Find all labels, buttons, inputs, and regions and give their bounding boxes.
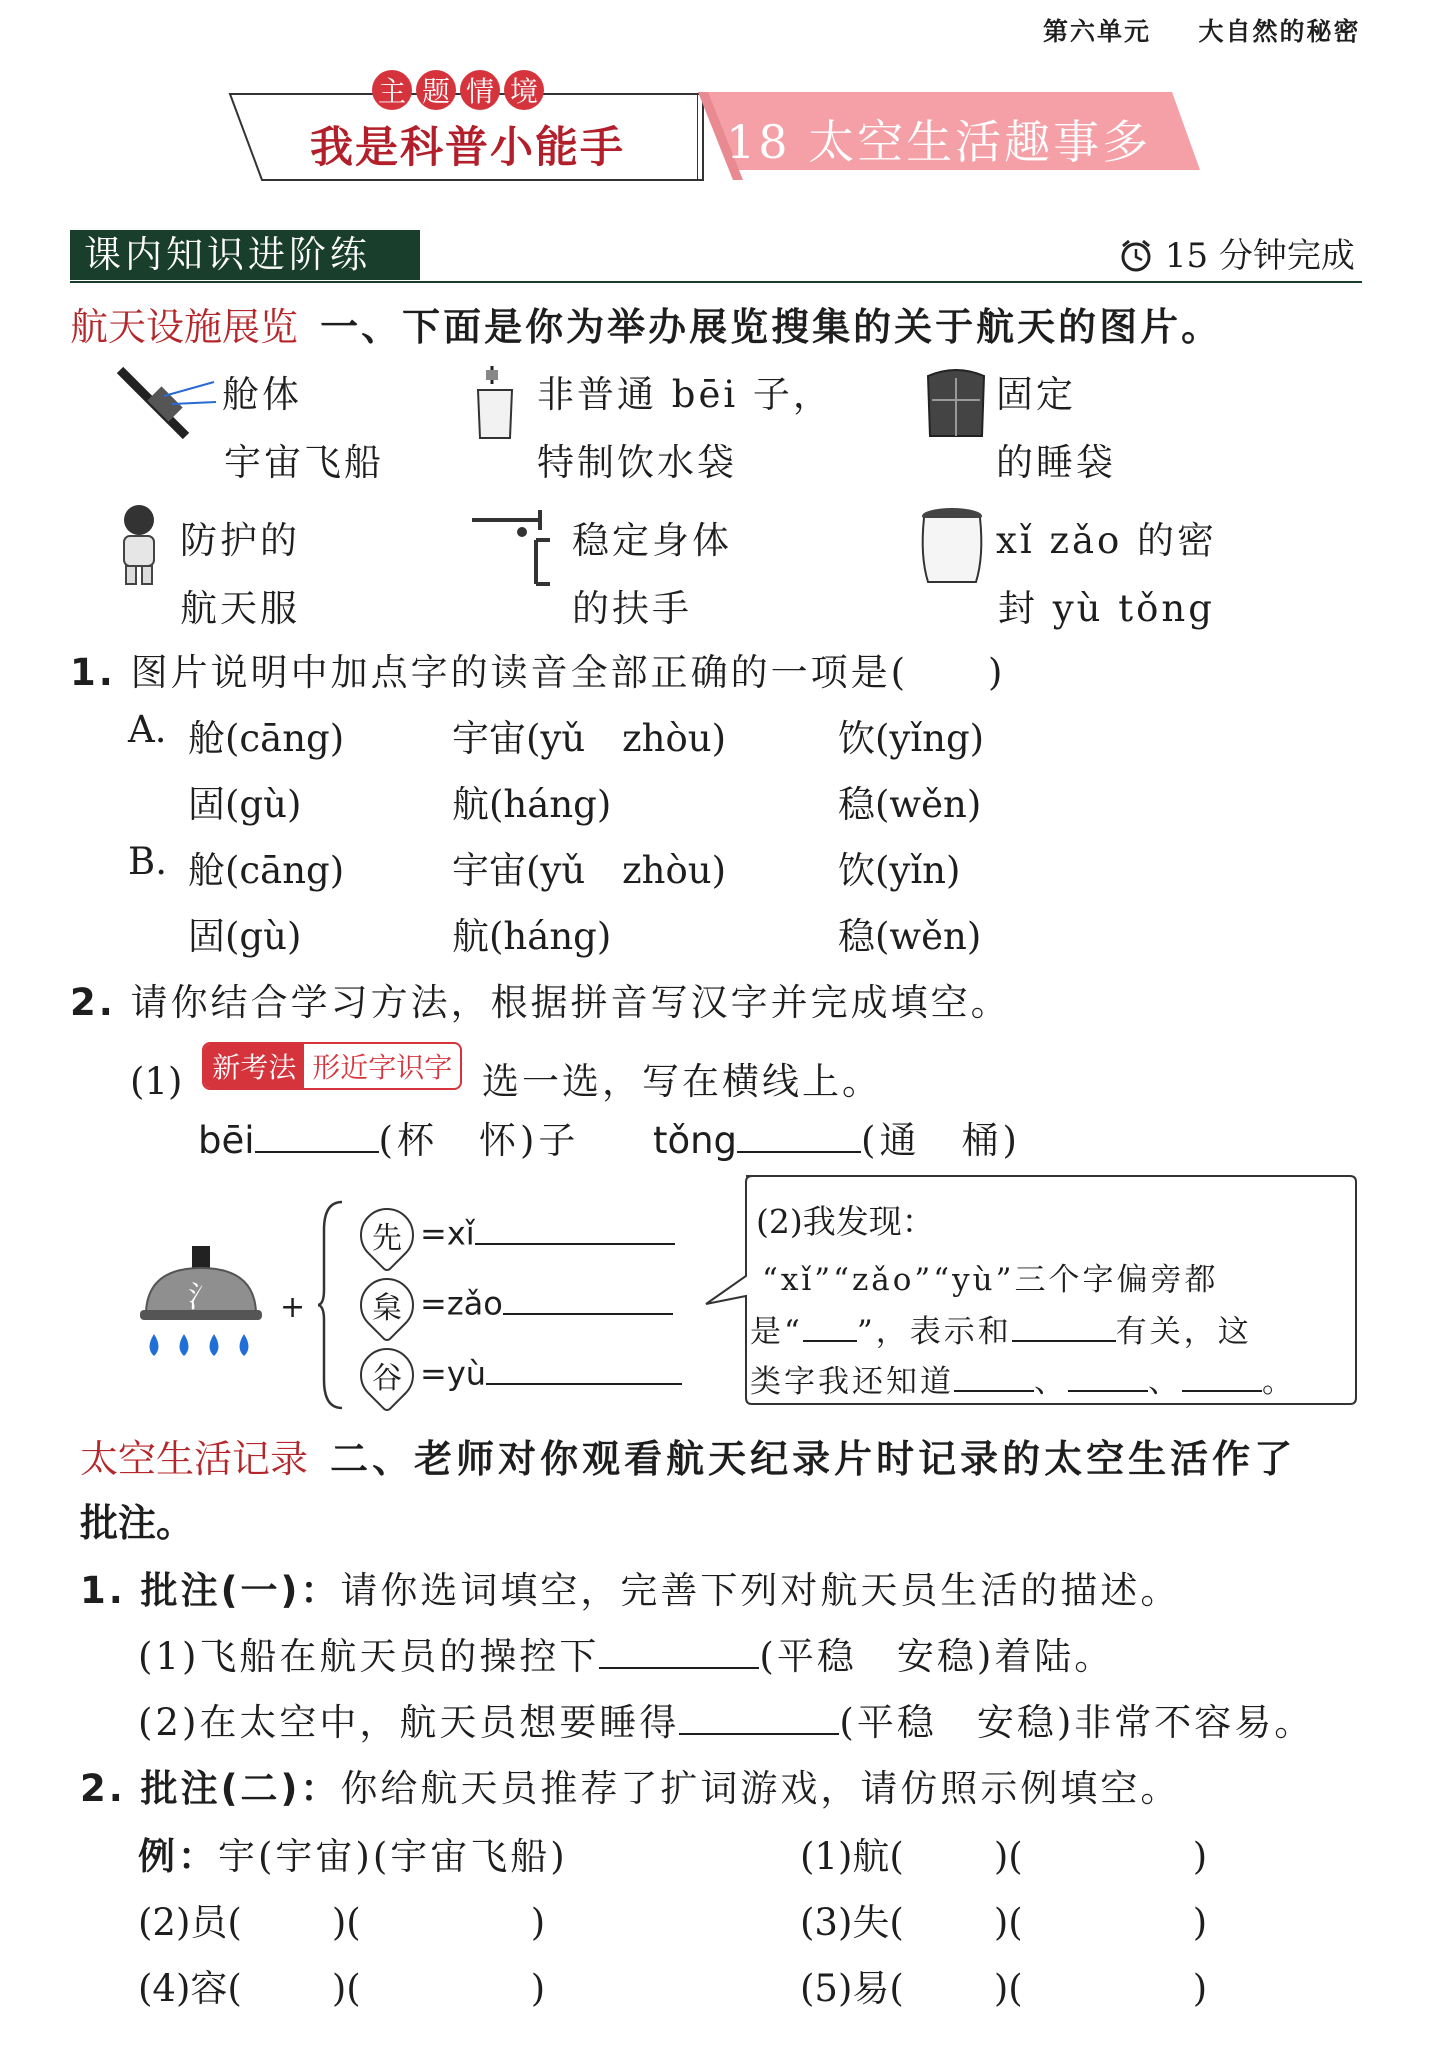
meaning-blank[interactable]	[1012, 1316, 1116, 1342]
water-bag-icon	[472, 364, 518, 442]
picture-caption-3b: 的睡袋	[996, 441, 1116, 484]
picture-caption-4b: 航天服	[180, 587, 300, 630]
handrail-icon	[470, 506, 562, 588]
q2-sub1	[130, 1042, 882, 1105]
discover-line3	[750, 1356, 1296, 1401]
p2q1-text: 请你选词填空，完善下列对航天员生活的描述。	[340, 1569, 1181, 1612]
part2-text: 二、老师对你观看航天纪录片时记录的太空生活作了	[330, 1437, 1297, 1481]
q2-number: 2.	[70, 981, 116, 1024]
option-item: 宇宙(yǔ zhòu)	[452, 717, 727, 760]
section-rule	[70, 281, 1362, 283]
p2q1-item	[138, 1692, 1314, 1746]
expand-close: )	[530, 1901, 546, 1944]
fill2-pinyin: tǒng	[652, 1119, 738, 1162]
q2-prompt	[70, 972, 1011, 1026]
example-blank[interactable]	[1182, 1366, 1262, 1392]
sleeping-bag-icon	[924, 366, 988, 440]
picture-caption-5a: 稳定身体	[572, 519, 732, 562]
expand-mid: )(	[993, 1901, 1023, 1944]
combo-row	[360, 1278, 673, 1332]
item-text: (2)在太空中，航天员想要睡得	[138, 1701, 680, 1744]
picture-caption-1b: 宇宙飞船	[224, 441, 384, 484]
option-item: 舱(cāng)	[188, 849, 345, 892]
example-row	[138, 1826, 568, 1880]
q1-number: 1.	[70, 651, 116, 694]
expand-label: (2)员(	[138, 1901, 242, 1944]
discover-line2	[750, 1306, 1252, 1351]
expand-mid: )(	[331, 1967, 361, 2010]
combo-char-box	[349, 1337, 425, 1413]
alarm-clock-icon	[1118, 237, 1154, 273]
separator: 、	[1034, 1364, 1068, 1400]
p2q1-item	[138, 1626, 1114, 1680]
combo-blank[interactable]	[503, 1283, 673, 1315]
theme-char: 情	[460, 70, 500, 110]
expand-label: (5)易(	[800, 1967, 904, 2010]
theme-title: 我是科普小能手	[310, 123, 625, 173]
p2q2-prompt	[80, 1758, 1180, 1812]
q1-prompt	[70, 642, 1005, 696]
period: 。	[1262, 1364, 1296, 1400]
expand-item[interactable]	[138, 1958, 545, 2012]
picture-caption-5b: 的扶手	[572, 587, 692, 630]
p2q1-prompt	[80, 1560, 1180, 1614]
expand-mid: )(	[993, 1835, 1023, 1878]
option-item: 固(gù)	[188, 915, 302, 958]
item-text: (1)飞船在航天员的操控下	[138, 1635, 600, 1678]
p2q2-label: 批注(二)：	[140, 1767, 341, 1810]
p2q2-text: 你给航天员推荐了扩词游戏，请仿照示例填空。	[340, 1767, 1181, 1810]
expand-close: )	[1192, 1835, 1208, 1878]
spacecraft-icon	[116, 366, 220, 444]
badge-new-method: 新考法	[204, 1044, 304, 1088]
sub1-number: (1)	[130, 1060, 183, 1103]
combo-blank[interactable]	[475, 1213, 675, 1245]
combo-pinyin: =yù	[420, 1354, 487, 1393]
item-choice: (平稳 安稳)着陆。	[759, 1635, 1115, 1678]
part1-tag: 航天设施展览	[70, 305, 299, 349]
astronaut-icon	[112, 502, 166, 586]
item-choice: (平稳 安稳)非常不容易。	[839, 1701, 1315, 1744]
picture-caption-4a: 防护的	[180, 519, 300, 562]
time-text: 15 分钟完成	[1164, 236, 1355, 276]
part1-text: 一、下面是你为举办展览搜集的关于航天的图片。	[320, 305, 1223, 349]
fill2-choice: (通 桶)	[861, 1119, 1021, 1162]
combo-char: 先	[372, 1221, 402, 1256]
part2-heading	[80, 1428, 1296, 1483]
option-letter: B.	[128, 840, 167, 883]
option-item: 饮(yǐng)	[838, 717, 985, 760]
part2-text-cont: 批注。	[80, 1501, 195, 1545]
separator: 、	[1148, 1364, 1182, 1400]
left-brace	[318, 1200, 344, 1410]
part1-heading	[70, 296, 1222, 351]
discover-text: ”，表示和	[856, 1314, 1012, 1350]
option-item: 舱(cāng)	[188, 717, 345, 760]
fill2-blank[interactable]	[737, 1121, 861, 1153]
method-badge	[202, 1042, 462, 1090]
expand-close: )	[1192, 1967, 1208, 2010]
option-item: 固(gù)	[188, 783, 302, 826]
option-item: 稳(wěn)	[838, 783, 982, 826]
discover-title: (2)我发现：	[756, 1202, 935, 1241]
picture-caption-3a: 固定	[996, 373, 1076, 416]
example-text: 宇(宇宙)(宇宙飞船)	[218, 1835, 568, 1878]
badge-similar-chars: 形近字识字	[312, 1051, 453, 1084]
p2q1-label: 批注(一)：	[140, 1569, 341, 1612]
expand-close: )	[1192, 1901, 1208, 1944]
expand-label: (4)容(	[138, 1967, 242, 2010]
p2q1-number: 1.	[80, 1569, 126, 1612]
theme-char: 题	[416, 70, 456, 110]
expand-label: (3)失(	[800, 1901, 904, 1944]
plus-sign: +	[280, 1290, 306, 1325]
word-blank[interactable]	[679, 1703, 839, 1735]
part2-tag: 太空生活记录	[80, 1437, 309, 1481]
combo-row	[360, 1348, 682, 1402]
expand-mid: )(	[331, 1901, 361, 1944]
expand-item[interactable]	[138, 1892, 545, 1946]
fill1-choice: (杯 怀)子	[378, 1119, 580, 1162]
shower-tube-icon	[918, 506, 986, 586]
theme-chars	[372, 70, 544, 110]
option-letter: A.	[128, 708, 167, 751]
discover-text: 类字我还知道	[750, 1364, 954, 1400]
combo-char-box	[349, 1267, 425, 1343]
radical-blank[interactable]	[803, 1316, 857, 1342]
expand-label: (1)航(	[800, 1835, 904, 1878]
combo-char: 枲	[372, 1291, 402, 1326]
discover-text: 是“	[750, 1314, 803, 1350]
fill1-blank[interactable]	[255, 1121, 379, 1153]
p2q2-number: 2.	[80, 1767, 126, 1810]
expand-mid: )(	[993, 1967, 1023, 2010]
picture-caption-6b: 封 yù tǒng	[998, 587, 1215, 630]
option-item: 航(háng)	[452, 915, 612, 958]
unit-number: 第六单元	[1043, 17, 1152, 46]
fill1-pinyin: bēi	[198, 1119, 255, 1162]
picture-caption-2b: 特制饮水袋	[537, 441, 737, 484]
option-item: 宇宙(yǔ zhòu)	[452, 849, 727, 892]
sub1-text: 选一选，写在横线上。	[481, 1060, 882, 1103]
unit-header	[1043, 12, 1360, 48]
shower-radical: 氵	[188, 1280, 218, 1315]
combo-blank[interactable]	[486, 1353, 682, 1385]
picture-caption-6a: xǐ zǎo 的密	[996, 519, 1218, 562]
combo-row	[360, 1208, 675, 1262]
combo-pinyin: =zǎo	[420, 1284, 503, 1323]
lesson-title: 18 太空生活趣事多	[726, 115, 1152, 169]
combo-pinyin: =xǐ	[420, 1214, 475, 1253]
time-label	[1118, 228, 1355, 277]
section-title: 课内知识进阶练	[70, 230, 420, 280]
discover-line1: “xǐ”“zǎo”“yù”三个字偏旁都	[762, 1262, 1219, 1298]
expand-close: )	[530, 1967, 546, 2010]
word-blank[interactable]	[599, 1637, 759, 1669]
example-blank[interactable]	[954, 1366, 1034, 1392]
discover-text: 有关，这	[1115, 1314, 1252, 1350]
example-label: 例：	[138, 1835, 218, 1878]
expand-item[interactable]	[800, 1892, 1207, 1946]
theme-char: 境	[504, 70, 544, 110]
option-item: 稳(wěn)	[838, 915, 982, 958]
expand-item[interactable]	[800, 1826, 1207, 1880]
picture-caption-1a: 舱体	[222, 373, 302, 416]
combo-char-box	[349, 1197, 425, 1273]
example-blank[interactable]	[1068, 1366, 1148, 1392]
expand-item[interactable]	[800, 1958, 1207, 2012]
combo-char: 谷	[372, 1361, 402, 1396]
option-item: 饮(yǐn)	[838, 849, 961, 892]
q2-text: 请你结合学习方法，根据拼音写汉字并完成填空。	[130, 981, 1011, 1024]
option-item: 航(háng)	[452, 783, 612, 826]
fill-row-1	[198, 1110, 1021, 1164]
q1-text: 图片说明中加点字的读音全部正确的一项是( )	[130, 651, 1006, 694]
theme-char: 主	[372, 70, 412, 110]
unit-title: 大自然的秘密	[1198, 17, 1361, 46]
picture-caption-2a: 非普通 bēi 子，	[537, 373, 833, 416]
